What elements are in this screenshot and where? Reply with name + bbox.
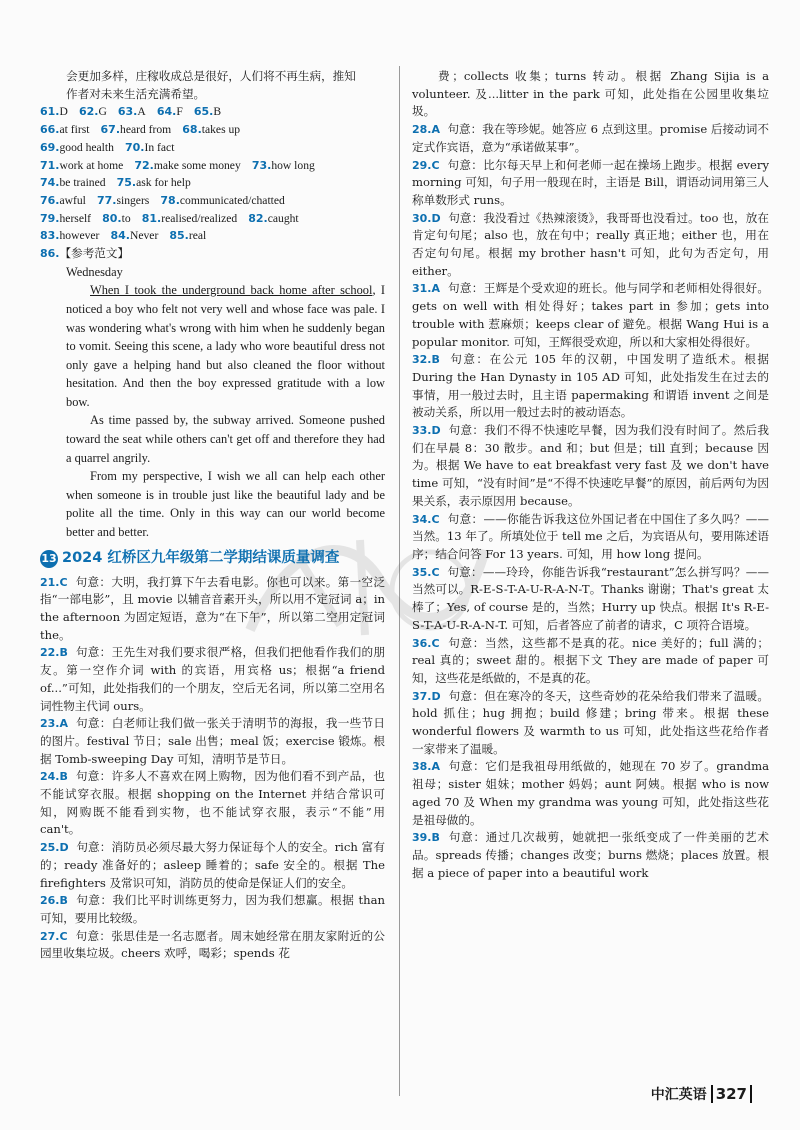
question-explanation (412, 758, 769, 829)
answer-value: ask for help (136, 176, 191, 190)
answer-value: awful (59, 193, 86, 207)
answer-number: 76. (40, 193, 60, 207)
explanation-text: 句意：但在寒冷的冬天，这些奇妙的花朵给我们带来了温暖。hold 抓住；hug 拥抱；build 修建；bring 带来。根据 these wonderful flowers 及 warmth to us 可知，此处指这些花给作者一家带来了温暖。 (412, 688, 769, 756)
answer-value: heard from (120, 123, 172, 137)
question-answer: D (59, 841, 69, 855)
question-answer: A (431, 282, 441, 296)
question-number: 38. (412, 760, 432, 774)
answer-value: takes up (201, 123, 241, 137)
page-footer (651, 1084, 752, 1104)
question-explanation (412, 351, 769, 422)
explanation-text: 句意：许多人不喜欢在网上购物，因为他们看不到产品，也不能试穿衣服。根据 shopping on the Internet 并结合常识可知，网购既不能看到实物，也不能试穿衣服，表示“不能”用 can't。 (40, 769, 385, 837)
question-explanation (412, 280, 769, 351)
explanation-text: 句意：王辉是个受欢迎的班长。他与同学和老师相处得很好。gets on well with 相处得好；takes part in 参加；gets into trouble with 惹麻烦；keeps clear of 避免。根据 Wang Hui is a popular monitor. 可知，王辉很受欢迎，所以和大家相处得很好。 (412, 281, 769, 349)
question-answer: D (431, 689, 441, 703)
answer-row (40, 210, 385, 228)
question-number: 25. (40, 841, 60, 855)
question-answer: C (59, 929, 68, 943)
explanation-text: 句意：比尔每天早上和何老师一起在操场上跑步。根据 every morning 可知，句子用一般现在时，主语是 Bill，谓语动词用第三人称单数形式 runs。 (412, 157, 769, 207)
question-answer: D (431, 424, 441, 438)
left-column (40, 68, 385, 963)
answer-value: however (59, 229, 100, 243)
question-number: 35. (412, 565, 432, 579)
explanation-text: 句意：大明，我打算下午去看电影。你也可以来。第一空泛指“一部电影”，且 movie 以辅音音素开头，所以用不定冠词 a；in the afternoon 为固定短语，意为“在下午”，所以第二空用定冠词 the。 (40, 574, 385, 642)
continued-explanation: 费；collects 收集；turns 转动。根据 Zhang Sijia is a volunteer. 及...litter in the park 可知，此处指在公园里收集垃圾。 (412, 69, 769, 119)
question-explanation (412, 635, 769, 688)
answer-row (40, 139, 385, 157)
answer-value: real (188, 229, 207, 243)
answer-number: 65. (193, 105, 214, 119)
question-explanation (40, 892, 385, 927)
answer-number: 68. (182, 123, 202, 137)
answer-row (40, 103, 385, 121)
question-explanation (40, 768, 385, 839)
question-answer: B (59, 646, 68, 660)
question-number: 30. (412, 211, 432, 225)
answer-number: 71. (40, 158, 60, 172)
answer-row (40, 157, 385, 175)
question-number: 24. (40, 770, 60, 784)
answer-number: 73. (251, 158, 272, 172)
answer-value: be trained (59, 176, 106, 190)
answer-row (40, 121, 385, 139)
right-column (412, 68, 769, 882)
question-answer: A (431, 123, 441, 137)
answer-value: communicated/chatted (179, 193, 285, 207)
question-answer: C (431, 512, 440, 526)
answer-row (40, 174, 385, 192)
explanation-text: 句意：我没看过《热辣滚烫》，我哥哥也没看过。too 也，放在肯定句句尾；also 也，放在句中；really 真正地；either 也，用在否定句句尾。根据 my brother hasn't 可知，此句为否定句，用 either。 (412, 210, 769, 278)
answer-number: 70. (124, 140, 145, 154)
question-explanation (412, 829, 769, 882)
question-number: 22. (40, 646, 60, 660)
answer-number: 85. (169, 229, 189, 243)
answer-row (40, 227, 385, 245)
question-list (40, 574, 385, 963)
question-answer: C (431, 636, 440, 650)
answer-value: to (121, 211, 131, 225)
question-explanation (412, 210, 769, 281)
answer-number: 75. (116, 176, 137, 190)
answer-value: G (98, 105, 107, 119)
question-explanation (40, 715, 385, 768)
section-number-badge: 13 (40, 550, 58, 568)
question-explanation (40, 644, 385, 715)
answer-number: 83. (40, 229, 60, 243)
question-answer: A (59, 717, 69, 731)
answer-value: D (59, 105, 68, 119)
answer-row (40, 192, 385, 210)
essay-text: , I noticed a boy who felt not very well and whose face was pale. I was wondering what's wrong with him when he suddenly began to vomit. Seeing this scene, a lady who wore beautiful dress not only gave a helping hand but also cleaned the floor without hesitation. And then the boy expressed gratitude with a low bow. (66, 283, 385, 409)
explanation-text: 句意：我们不得不快速吃早餐，因为我们没有时间了。然后我们在早晨 8：30 散步。and 和；but 但是；till 直到；because 因为。根据 We have to eat breakfast very fast 及 we don't have time 可知，“没有时间”是“不得不快速吃早餐”的原因，前后两句为因果关系，表示原因用 because。 (412, 423, 769, 508)
essay-day: Wednesday (66, 264, 123, 279)
answer-value: good health (59, 140, 114, 154)
answer-number: 84. (110, 229, 130, 243)
explanation-text: 句意：我在等珍妮。她答应 6 点到这里。promise 后接动词不定式作宾语，意为“承诺做某事”。 (412, 122, 769, 154)
question-explanation (412, 564, 769, 635)
question-number: 26. (40, 894, 60, 908)
publisher-name: 中汇英语 (650, 1087, 707, 1103)
column-divider (399, 66, 400, 1096)
answer-number: 69. (40, 140, 60, 154)
question-answer: C (59, 575, 68, 589)
model-essay (40, 263, 385, 542)
question-explanation (40, 928, 385, 963)
question-answer: B (431, 831, 440, 845)
answer-number: 81. (141, 211, 162, 225)
answer-number: 80. (102, 211, 122, 225)
answer-number: 78. (160, 193, 180, 207)
section-header (40, 550, 385, 568)
question-number: 21. (40, 575, 60, 589)
answer-value: caught (267, 211, 299, 225)
answer-key (40, 103, 385, 245)
question-number: 37. (412, 689, 432, 703)
essay-paragraph (66, 281, 385, 411)
question-answer: D (431, 211, 441, 225)
explanation-text: 句意：它们是我祖母用纸做的，她现在 70 岁了。grandma 祖母；sister 姐妹；mother 妈妈；aunt 阿姨。根据 who is now aged 70 及 When my grandma was young 可知，此处指这些花是祖母做的。 (412, 759, 770, 827)
question-explanation (40, 839, 385, 892)
question-answer: B (431, 353, 440, 367)
answer-number: 79. (40, 211, 60, 225)
answer-number: 64. (156, 105, 177, 119)
explanation-text: 句意：在公元 105 年的汉朝，中国发明了造纸术。根据 During the Han Dynasty in 105 AD 可知，此处指发生在过去的事情，用一般过去时，且主语 papermaking 和谓语 invent 之间是被动关系，所以用一般过去时的被动语态。 (412, 352, 769, 420)
answer-value: work at home (59, 158, 124, 172)
essay-paragraph: From my perspective, I wish we all can help each other when someone is in trouble just like the beautiful lady and be polite all the time. Only in this way can our world become better and better. (66, 469, 385, 540)
answer-value: A (137, 105, 146, 119)
intro-line: 作者对未来生活充满希望。 (66, 86, 206, 101)
question-number: 32. (412, 353, 432, 367)
explanation-text: 句意：——玲玲，你能告诉我“restaurant”怎么拼写吗？——当然可以。R-E-S-T-A-U-R-A-N-T。Thanks 谢谢；That's great 太棒了；Yes, of course 是的，当然；Hurry up 快点。根据 It's R-E-S-T-A-U-R-A-N-T. 可知，后者答应了前者的请求，C 项符合语境。 (412, 564, 769, 632)
answer-number: 63. (117, 105, 138, 119)
answer-value: herself (59, 211, 92, 225)
essay-heading-label: 【参考范文】 (59, 246, 130, 261)
question-list (412, 121, 769, 882)
question-explanation (412, 511, 769, 564)
question-number: 23. (40, 717, 60, 731)
question-number: 28. (412, 123, 432, 137)
explanation-text: 句意：我们比平时训练更努力，因为我们想赢。根据 than 可知，要用比较级。 (40, 893, 385, 925)
question-explanation (412, 157, 769, 210)
question-explanation (40, 574, 385, 645)
explanation-text: 句意：消防员必须尽最大努力保证每个人的安全。rich 富有的；ready 准备好的；asleep 睡着的；safe 安全的。根据 The firefighters 及常识可知，消防员的使命是保证人们的安全。 (40, 840, 385, 890)
answer-value: B (213, 105, 222, 119)
answer-number: 82. (248, 211, 268, 225)
question-number: 31. (412, 282, 432, 296)
answer-number: 77. (96, 193, 117, 207)
essay-paragraph: As time passed by, the subway arrived. Someone pushed toward the seat while others can't get off and therefore they had a quarrel angrily. (66, 413, 385, 465)
explanation-text: 句意：通过几次裁剪，她就把一张纸变成了一件美丽的艺术品。spreads 传播；changes 改变；burns 燃烧；places 放置。根据 a piece of paper into a beautiful work (412, 830, 769, 880)
question-number: 27. (40, 929, 60, 943)
question-answer: B (59, 894, 68, 908)
answer-value: how long (271, 158, 315, 172)
question-explanation (412, 688, 769, 759)
answer-value: make some money (153, 158, 241, 172)
answer-number: 61. (40, 105, 60, 119)
question-number: 33. (412, 424, 432, 438)
explanation-text: 句意：当然，这些都不是真的花。nice 美好的；full 满的；real 真的；sweet 甜的。根据下文 They are made of paper 可知，这些花是纸做的，不是真的花。 (412, 635, 769, 685)
answer-value: realised/realized (161, 211, 238, 225)
essay-heading (40, 245, 385, 263)
answer-number: 74. (40, 176, 60, 190)
question-number: 86. (40, 247, 60, 261)
question-answer: C (431, 158, 440, 172)
page-number: 327 (711, 1085, 752, 1103)
intro-line: 会更加多样，庄稼收成总是很好，人们将不再生病，推知 (66, 69, 356, 83)
answer-number: 67. (100, 123, 121, 137)
question-number: 34. (412, 512, 432, 526)
explanation-text: 句意：张思佳是一名志愿者。周末她经常在朋友家附近的公园里收集垃圾。cheers 欢呼，喝彩；spends 花 (40, 928, 385, 961)
essay-underlined-sentence: When I took the underground back home after school (90, 283, 373, 298)
explanation-text: 句意：王先生对我们要求很严格，但我们把他看作我们的朋友。第一空作介词 with 的宾语，用宾格 us；根据“a friend of...”可知，此处指我们的一个朋友，空后无名词，所以第二空用名词性物主代词 ours。 (40, 645, 385, 713)
section-title: 2024 红桥区九年级第二学期结课质量调查 (62, 549, 340, 566)
answer-value: In fact (144, 140, 175, 154)
question-explanation (412, 422, 769, 511)
question-answer: B (59, 770, 68, 784)
answer-value: Never (129, 229, 159, 243)
answer-number: 62. (78, 105, 99, 119)
answer-value: F (176, 105, 183, 119)
answer-number: 66. (40, 123, 60, 137)
answer-value: singers (116, 193, 150, 207)
explanation-text: 句意：白老师让我们做一张关于清明节的海报，我一些节日的图片。festival 节日；sale 出售；meal 饭；exercise 锻炼。根据 Tomb-sweeping Day 可知，清明节是节日。 (40, 716, 385, 766)
answer-value: at first (59, 123, 90, 137)
question-number: 29. (412, 158, 432, 172)
answer-number: 72. (134, 158, 154, 172)
explanation-text: 句意：——你能告诉我这位外国记者在中国住了多久吗？——当然。13 年了。所填处位于 tell me 之后，为宾语从句，要用陈述语序；结合问答 For 13 years. 可知，用 how long 提问。 (412, 511, 769, 561)
question-answer: C (431, 565, 440, 579)
question-number: 36. (412, 636, 432, 650)
question-number: 39. (412, 831, 432, 845)
question-answer: A (431, 760, 441, 774)
question-explanation (412, 121, 769, 156)
